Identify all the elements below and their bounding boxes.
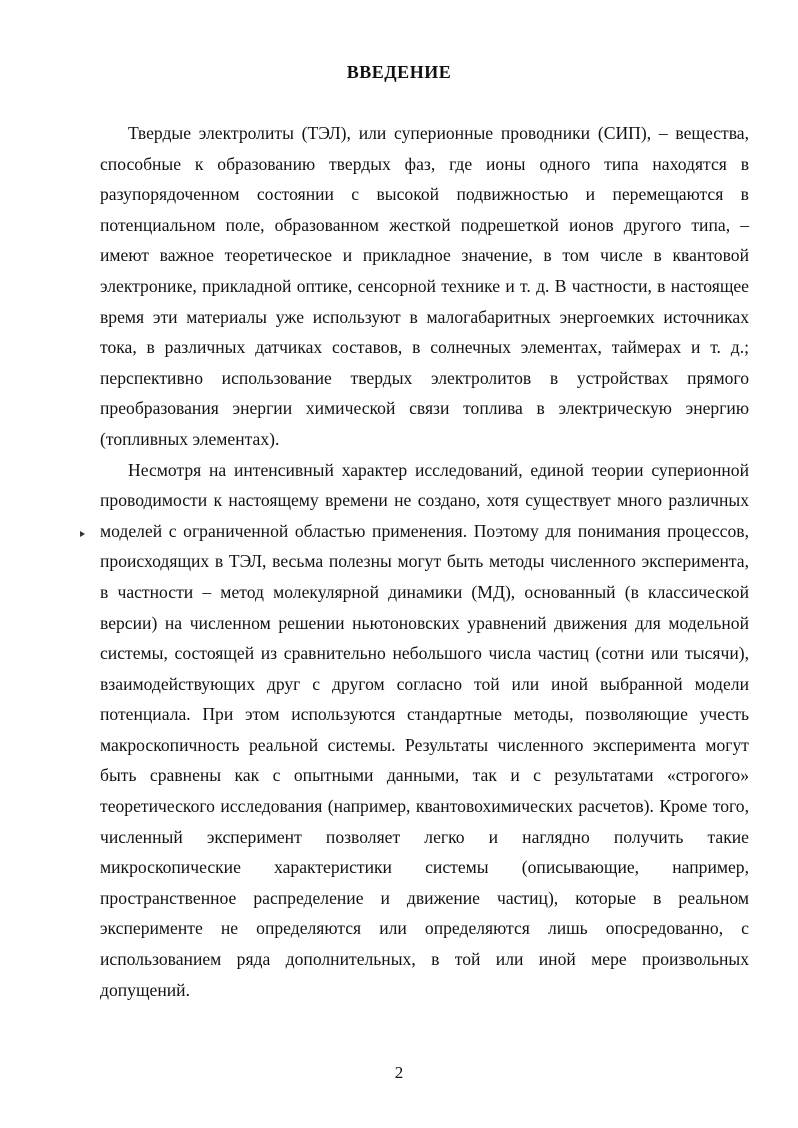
body-text [100,118,749,1005]
page-number: 2 [394,1063,404,1082]
paragraph-2: Несмотря на интенсивный характер исследований, единой теории суперионной проводимости к настоящему времени не создано, хотя существует много различных моделей с ограниченной областью применения. Поэтому для понимания процессов, происходящих в ТЭЛ, весьма полезны могут быть методы численного эксперимента, в частности – метод молекулярной динамики (МД), основанный (в классической версии) на численном решении ньютоновских уравнений движения для модельной системы, состоящей из сравнительно небольшого числа частиц (сотни или тысячи), взаимодействующих друг с другом согласно той или иной выбранной модели потенциала. При этом используются стандартные методы, позволяющие учесть макроскопичность реальной системы. Результаты численного эксперимента могут быть сравнены как с опытными данными, так и с результатами «строгого» теоретического исследования (например, квантовохимических расчетов). Кроме того, численный эксперимент позволяет легко и наглядно получить такие микроскопические характеристики системы (описывающие, например, пространственное распределение и движение частиц), которые в реальном эксперименте не определяются или определяются лишь опосредованно, с использованием ряда дополнительных, в той или иной мере произвольных допущений. [100,459,749,1000]
page-title: ВВЕДЕНИЕ [346,62,452,82]
margin-mark [80,531,85,537]
paragraph-1: Твердые электролиты (ТЭЛ), или суперионные проводники (СИП), – вещества, способные к образованию твердых фаз, где ионы одного типа находятся в разупорядоченном состоянии с высокой подвижностью и перемещаются в потенциальном поле, образованном жесткой подрешеткой ионов другого типа, – имеют важное теоретическое и прикладное значение, в том числе в квантовой электронике, прикладной оптике, сенсорной технике и т. д. В частности, в настоящее время эти материалы уже используют в малогабаритных энергоемких источниках тока, в различных датчиках составов, в солнечных элементах, таймерах и т. д.; перспективно использование твердых электролитов в устройствах прямого преобразования энергии химической связи топлива в электрическую энергию (топливных элементах). [100,123,749,449]
